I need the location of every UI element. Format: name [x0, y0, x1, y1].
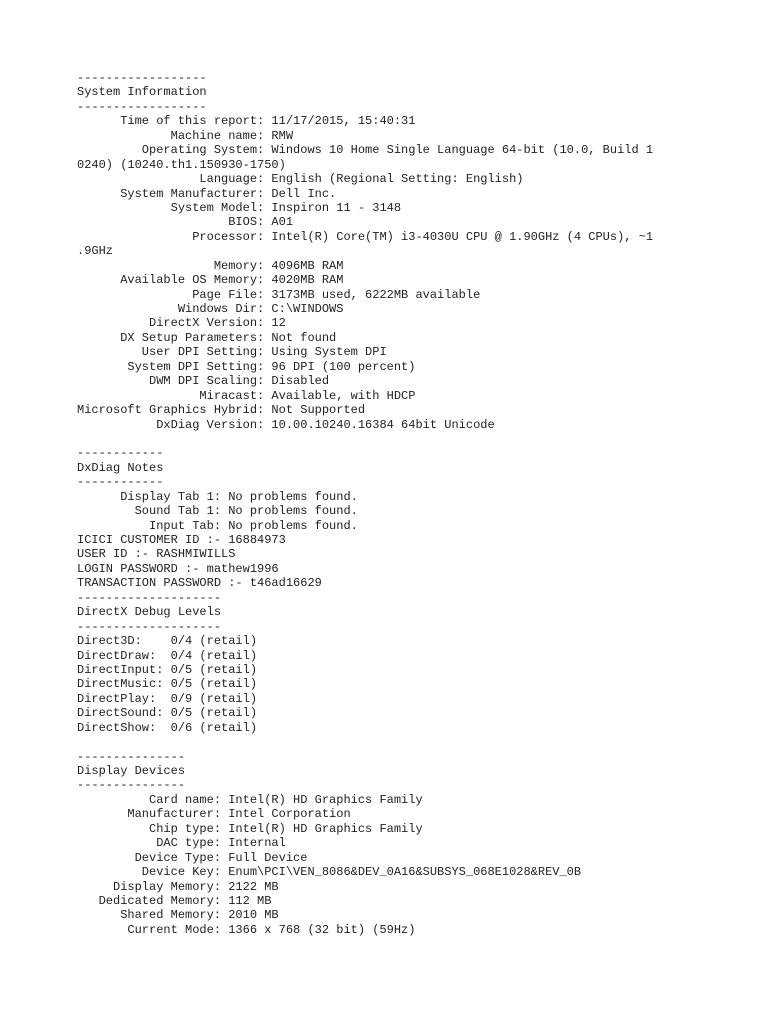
- report-line: --------------------: [77, 590, 222, 605]
- report-line: System Model: Inspiron 11 - 3148: [77, 200, 402, 215]
- report-line: ------------: [77, 475, 164, 490]
- report-line: Operating System: Windows 10 Home Single Language 64-bit (10.0, Build 1: [77, 143, 654, 158]
- report-line: DWM DPI Scaling: Disabled: [77, 374, 330, 389]
- report-line: Available OS Memory: 4020MB RAM: [77, 273, 344, 288]
- report-line: ---------------: [77, 778, 186, 793]
- report-line: Manufacturer: Intel Corporation: [77, 807, 351, 822]
- report-line: DirectSound: 0/5 (retail): [77, 706, 258, 721]
- report-line: LOGIN PASSWORD :- mathew1996: [77, 561, 279, 576]
- report-line: Windows Dir: C:\WINDOWS: [77, 302, 344, 316]
- report-line: DxDiag Version: 10.00.10240.16384 64bit Unicode: [77, 417, 495, 432]
- report-line: DirectMusic: 0/5 (retail): [77, 677, 258, 692]
- report-line: Card name: Intel(R) HD Graphics Family: [77, 792, 423, 807]
- report-line: Device Type: Full Device: [77, 850, 308, 865]
- report-line: Microsoft Graphics Hybrid: Not Supported: [77, 403, 366, 418]
- report-line: Memory: 4096MB RAM: [77, 258, 344, 273]
- report-line: Dedicated Memory: 112 MB: [77, 893, 272, 908]
- report-line: System Manufacturer: Dell Inc.: [77, 186, 337, 201]
- report-line: ------------: [77, 446, 164, 461]
- report-line: Input Tab: No problems found.: [77, 518, 358, 533]
- report-line: Display Memory: 2122 MB: [77, 879, 279, 894]
- report-line: DirectShow: 0/6 (retail): [77, 720, 258, 735]
- report-line: 0240) (10240.th1.150930-1750): [77, 157, 286, 172]
- report-line: DirectX Debug Levels: [77, 605, 222, 620]
- report-line: Direct3D: 0/4 (retail): [77, 634, 258, 649]
- report-line: System Information: [77, 85, 207, 100]
- report-line: Chip type: Intel(R) HD Graphics Family: [77, 821, 423, 836]
- report-line: ------------------: [77, 71, 207, 85]
- report-line: DAC type: Internal: [77, 836, 286, 851]
- report-line: Miracast: Available, with HDCP: [77, 388, 416, 403]
- report-line: DirectX Version: 12: [77, 316, 286, 331]
- report-line: Language: English (Regional Setting: English): [77, 172, 524, 187]
- report-line: [77, 432, 757, 446]
- report-line: Sound Tab 1: No problems found.: [77, 504, 358, 519]
- report-line: DirectDraw: 0/4 (retail): [77, 648, 258, 663]
- report-line: Display Tab 1: No problems found.: [77, 489, 358, 504]
- report-line: Time of this report: 11/17/2015, 15:40:31: [77, 114, 416, 129]
- report-line: --------------------: [77, 619, 222, 634]
- report-line: DX Setup Parameters: Not found: [77, 330, 337, 345]
- dxdiag-report: [77, 71, 757, 937]
- report-line: System DPI Setting: 96 DPI (100 percent): [77, 359, 416, 374]
- report-line: DxDiag Notes: [77, 460, 164, 475]
- report-line: [77, 735, 757, 749]
- report-line: Page File: 3173MB used, 6222MB available: [77, 287, 481, 302]
- report-line: ------------------: [77, 99, 207, 114]
- report-line: Shared Memory: 2010 MB: [77, 908, 279, 923]
- report-line: Machine name: RMW: [77, 128, 294, 143]
- report-line: ---------------: [77, 749, 186, 764]
- report-line: BIOS: A01: [77, 215, 294, 230]
- report-line: Current Mode: 1366 x 768 (32 bit) (59Hz): [77, 922, 416, 937]
- report-line: ICICI CUSTOMER ID :- 16884973: [77, 533, 286, 547]
- report-line: User DPI Setting: Using System DPI: [77, 345, 387, 360]
- report-line: .9GHz: [77, 244, 114, 259]
- report-line: Device Key: Enum\PCI\VEN_8086&DEV_0A16&SUBSYS_068E1028&REV_0B: [77, 865, 582, 880]
- report-line: Processor: Intel(R) Core(TM) i3-4030U CPU @ 1.90GHz (4 CPUs), ~1: [77, 229, 654, 244]
- report-line: USER ID :- RASHMIWILLS: [77, 547, 236, 562]
- report-line: TRANSACTION PASSWORD :- t46ad16629: [77, 576, 322, 591]
- report-line: Display Devices: [77, 764, 186, 778]
- report-line: DirectInput: 0/5 (retail): [77, 662, 258, 677]
- report-line: DirectPlay: 0/9 (retail): [77, 691, 258, 706]
